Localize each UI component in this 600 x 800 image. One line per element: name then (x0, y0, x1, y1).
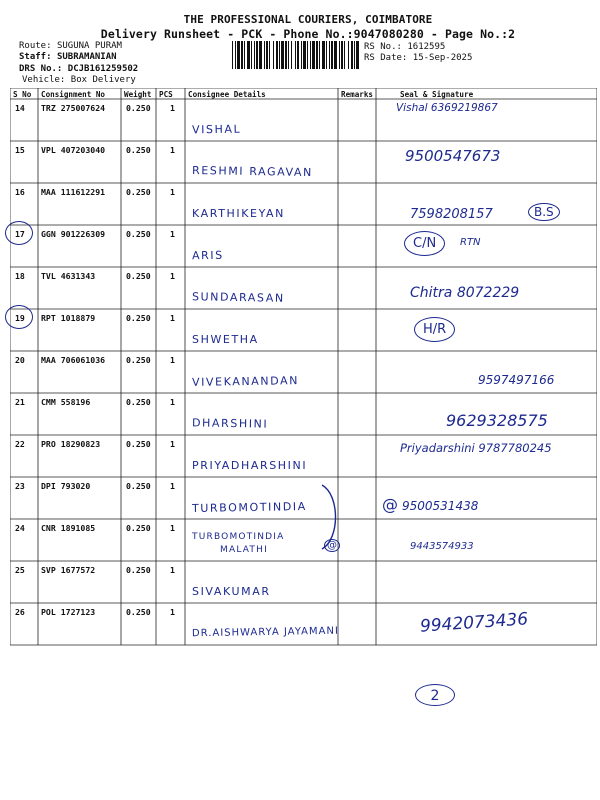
row-seal-signature: C/N (404, 231, 445, 256)
row-seal-signature: 9629328575 (446, 411, 548, 430)
row-consignee-name: SIVAKUMAR (192, 585, 271, 598)
route-line (19, 41, 122, 51)
row-consignment-number: PRO 18290823 (41, 439, 101, 449)
barcode (232, 41, 359, 69)
row-weight: 0.250 (126, 229, 151, 239)
row-serial-number: 17 (15, 229, 25, 239)
row-consignment-number: GGN 901226309 (41, 229, 106, 239)
row23-at-mark: @ (382, 495, 398, 514)
row-seal-signature-extra: RTN (460, 237, 481, 248)
table-row (10, 351, 597, 393)
barcode-bar (254, 41, 255, 69)
row-consignee-name-2: MALATHI (220, 545, 268, 555)
row-consignee-name: VISHAL (191, 122, 242, 137)
table-row (10, 309, 597, 351)
row-seal-signature: Priyadarshini 9787780245 (400, 441, 552, 455)
rs-no-line (364, 42, 445, 52)
row-pcs: 1 (170, 229, 175, 239)
row-consignment-number: TVL 4631343 (41, 271, 96, 281)
barcode-bar (334, 41, 337, 69)
col-header-sno: S No (13, 90, 32, 99)
row-weight: 0.250 (126, 271, 151, 281)
row-consignee-name: ARIS (191, 248, 224, 263)
table-row (10, 477, 597, 519)
row-weight: 0.250 (126, 523, 151, 533)
row-serial-number: 24 (15, 523, 25, 533)
row-weight: 0.250 (126, 103, 151, 113)
barcode-bar (348, 41, 349, 69)
row-seal-signature: 9500547673 (405, 147, 501, 165)
row-weight: 0.250 (126, 187, 151, 197)
barcode-bar (326, 41, 327, 69)
row-consignee-name: TURBOMOTINDIA (191, 499, 307, 516)
barcode-bar (329, 41, 330, 69)
row-consignee-name: DR.AISHWARYA JAYAMANI (191, 625, 339, 640)
row-consignment-number: TRZ 275007624 (41, 103, 106, 113)
table-row (10, 99, 597, 141)
barcode-bar (316, 41, 318, 69)
vehicle-label: Vehicle: (22, 75, 66, 85)
row-seal-signature: 7598208157 (410, 207, 493, 222)
col-header-weight: Weight (124, 90, 152, 99)
staff-line (19, 52, 117, 62)
row-serial-number: 20 (15, 355, 25, 365)
row-seal-signature-extra: B.S (528, 203, 560, 221)
barcode-bar (344, 41, 345, 69)
barcode-bar (264, 41, 265, 69)
barcode-bar (273, 41, 274, 69)
route-value: SUGUNA PURAM (56, 41, 122, 51)
barcode-bar (291, 41, 292, 69)
row-pcs: 1 (170, 145, 175, 155)
row24-circled-mark: @ (324, 539, 340, 552)
row-consignee-name: PRIYADHARSHINI (192, 459, 308, 472)
table-row (10, 141, 597, 183)
drs-line (19, 64, 138, 74)
rs-date-line (364, 53, 472, 63)
barcode-bar (341, 41, 343, 69)
row-pcs: 1 (170, 271, 175, 281)
row-serial-number: 18 (15, 271, 25, 281)
row-weight: 0.250 (126, 439, 151, 449)
barcode-bar (244, 41, 245, 69)
footer-circled-number-text: 2 (430, 688, 440, 704)
barcode-bar (237, 41, 240, 69)
row-consignment-number: POL 1727123 (41, 607, 96, 617)
barcode-bar (351, 41, 353, 69)
col-header-seal: Seal & Signature (400, 90, 474, 99)
barcode-bar (281, 41, 284, 69)
row-consignee-name: KARTHIKEYAN (192, 207, 286, 220)
row-consignee-name: RESHMI RAGAVAN (191, 163, 314, 180)
barcode-bar (322, 41, 325, 69)
vehicle-value: Box Delivery (70, 75, 136, 85)
rs-no-value: 1612595 (407, 42, 446, 52)
table-row (10, 267, 597, 309)
row-serial-number: 21 (15, 397, 25, 407)
row-weight: 0.250 (126, 607, 151, 617)
row-pcs: 1 (170, 187, 175, 197)
row-serial-number: 25 (15, 565, 25, 575)
barcode-bar (285, 41, 287, 69)
row-consignment-number: CMM 558196 (41, 397, 91, 407)
barcode-bar (288, 41, 289, 69)
row-serial-number: 23 (15, 481, 25, 491)
rs-date-label: RS Date: (364, 53, 408, 63)
row-seal-signature: Chitra 8072229 (410, 285, 520, 301)
row-seal-signature: H/R (414, 317, 455, 342)
drs-label: DRS No.: (19, 64, 63, 74)
company-title: THE PROFESSIONAL COURIERS, COIMBATORE (183, 13, 433, 26)
barcode-bar (256, 41, 258, 69)
barcode-bar (356, 41, 359, 69)
barcode-bar (279, 41, 280, 69)
row-serial-number: 26 (15, 607, 25, 617)
row-consignment-number: MAA 706061036 (41, 355, 106, 365)
barcode-bar (235, 41, 236, 69)
row-serial-number: 14 (15, 103, 25, 113)
barcode-bar (276, 41, 278, 69)
row-weight: 0.250 (126, 481, 151, 491)
barcode-bar (295, 41, 296, 69)
row-seal-signature: 9443574933 (410, 541, 474, 552)
table-row (10, 393, 597, 435)
table-row (10, 603, 597, 645)
row-consignment-number: VPL 407203040 (41, 145, 106, 155)
row-consignment-number: RPT 1018879 (41, 313, 96, 323)
row-pcs: 1 (170, 397, 175, 407)
row-serial-number: 15 (15, 145, 25, 155)
row-pcs: 1 (170, 523, 175, 533)
staff-value: SUBRAMANIAN (56, 52, 117, 62)
row-consignment-number: DPI 793020 (41, 481, 91, 491)
row-seal-signature: 9942073436 (419, 609, 529, 637)
col-header-consignment: Consignment No (41, 90, 106, 99)
barcode-bar (339, 41, 340, 69)
row-weight: 0.250 (126, 313, 151, 323)
row-weight: 0.250 (126, 397, 151, 407)
row-seal-signature: 9500531438 (402, 499, 479, 513)
row-pcs: 1 (170, 355, 175, 365)
row-pcs: 1 (170, 103, 175, 113)
barcode-bar (310, 41, 311, 69)
barcode-bar (247, 41, 250, 69)
barcode-bar (297, 41, 299, 69)
footer-circled-number (415, 684, 455, 706)
barcode-bar (269, 41, 270, 69)
barcode-bar (259, 41, 262, 69)
row-pcs: 1 (170, 313, 175, 323)
table-row (10, 435, 597, 477)
row-weight: 0.250 (126, 565, 151, 575)
row-weight: 0.250 (126, 145, 151, 155)
barcode-bar (354, 41, 355, 69)
barcode-bar (331, 41, 333, 69)
row-pcs: 1 (170, 481, 175, 491)
row-consignment-number: CNR 1891085 (41, 523, 96, 533)
barcode-bar (232, 41, 233, 69)
row-consignee-name: SHWETHA (192, 333, 259, 346)
row-circled-serial-marker (5, 221, 33, 245)
barcode-bar (241, 41, 243, 69)
barcode-bar (307, 41, 308, 69)
row-seal-signature: 9597497166 (478, 373, 555, 387)
row-consignee-name: TURBOMOTINDIA (192, 532, 285, 542)
row-consignment-number: MAA 111612291 (41, 187, 106, 197)
row-pcs: 1 (170, 565, 175, 575)
row-circled-serial-marker (5, 305, 33, 329)
barcode-bar (303, 41, 306, 69)
barcode-bar (312, 41, 315, 69)
rs-no-label: RS No.: (364, 42, 402, 52)
barcode-bar (251, 41, 252, 69)
row-serial-number: 22 (15, 439, 25, 449)
runsheet-subtitle: Delivery Runsheet - PCK - Phone No.:9047080280 - Page No.:2 (100, 27, 516, 41)
barcode-bar (266, 41, 268, 69)
col-header-consignee: Consignee Details (188, 90, 266, 99)
row-seal-signature: Vishal 6369219867 (396, 102, 498, 114)
staff-label: Staff: (19, 52, 52, 62)
row-consignee-name: DHARSHINI (191, 416, 269, 431)
row-weight: 0.250 (126, 355, 151, 365)
row-consignment-number: SVP 1677572 (41, 565, 96, 575)
barcode-bar (319, 41, 320, 69)
row-pcs: 1 (170, 607, 175, 617)
rs-date-value: 15-Sep-2025 (412, 53, 473, 63)
row-consignee-name: VIVEKANANDAN (191, 374, 300, 389)
col-header-remarks: Remarks (341, 90, 374, 99)
runsheet-table (10, 88, 597, 648)
barcode-bar (301, 41, 302, 69)
row-pcs: 1 (170, 439, 175, 449)
table-row (10, 225, 597, 267)
vehicle-line (22, 75, 136, 85)
table-row (10, 519, 597, 561)
table-row (10, 183, 597, 225)
row-consignee-name: SUNDARASAN (191, 290, 285, 305)
row-serial-number: 19 (15, 313, 25, 323)
col-header-pcs: PCS (159, 90, 173, 99)
row-serial-number: 16 (15, 187, 25, 197)
route-label: Route: (19, 41, 52, 51)
drs-value: DCJB161259502 (67, 64, 139, 74)
